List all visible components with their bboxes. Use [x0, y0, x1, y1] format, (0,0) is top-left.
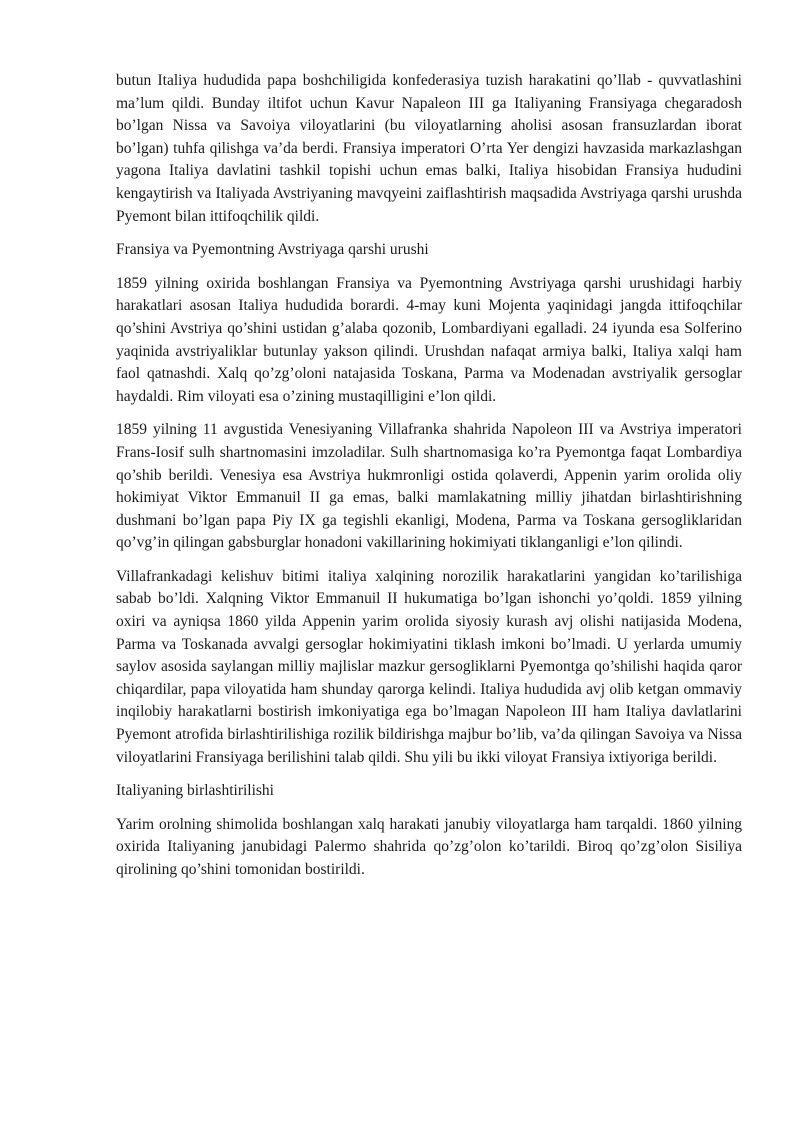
paragraph-villafranka-treaty: 1859 yilning 11 avgustida Venesiyaning Villafranka shahrida Napoleon III va Avstriya imperatori Frans-Iosif sulh shartnomasini imzoladilar. Sulh shartnomasiga ko’ra Pyemontga faqat Lombardiya qo’shib berildi. Venesiya esa Avstriya hukmronligi ostida qolaverdi, Appenin yarim orolida oliy hokimiyat Viktor Emmanuil II ga emas, balki mamlakatning milliy jihatdan birlashtirishning dushmani bo’lgan papa Piy IX ga tegishli ekanligi, Modena, Parma va Toskana gersogliklaridan qo’vg’in qilingan gabsburglar honadoni vakillarining hokimiyati tiklanganligi e’lon qilindi. — [116, 421, 742, 552]
paragraph-war-1859: 1859 yilning oxirida boshlangan Fransiya va Pyemontning Avstriyaga qarshi urushidagi harbiy harakatlari asosan Italiya hududida borardi. 4-may kuni Mojenta yaqinidagi jangda ittifoqchilar qo’shini Avstriya qo’shini ustidan g’alaba qozonib, Lombardiyani egalladi. 24 iyunda esa Solferino yaqinida avstriyaliklar butunlay yakson qilindi. Urushdan nafaqat armiya balki, Italiya xalqi ham faol qatnashdi. Xalq qo’zg’oloni natajasida Toskana, Parma va Modenadan avstriyalik gersoglar haydaldi. Rim viloyati esa o’zining mustaqilligini e’lon qildi. — [116, 274, 742, 405]
document-page — [116, 70, 742, 893]
paragraph-confederation: butun Italiya hududida papa boshchiligida konfederasiya tuzish harakatini qo’llab - quvvatlashini ma’lum qildi. Bunday iltifot uchun Kavur Napaleon III ga Italiyaning Fransiyaga chegaradosh bo’lgan Nissa va Savoiya viloyatlarini (bu viloyatlarning aholisi asosan fransuzlardan iborat bo’lgan) tuhfa qilishga va’da berdi. Fransiya imperatori O’rta Yer dengizi havzasida markazlashgan yagona Italiya davlatini tashkil topishi uchun emas balki, Italiya hisobidan Fransiya hududini kengaytirish va Italiyada Avstriyaning mavqyeini zaiflashtirish maqsadida Avstriyaga qarshi urushda Pyemont bilan ittifoqchilik qildi. — [116, 72, 742, 225]
section-heading-unification: Italiyaning birlashtirilishi — [116, 782, 274, 800]
paragraph-villafranka-agreement: Villafrankadagi kelishuv bitimi italiya xalqining norozilik harakatlarini yangidan ko’tarilishiga sabab bo’ldi. Xalqning Viktor Emmanuil II hukumatiga bo’lgan ishonchi yo’qoldi. 1859 yilning oxiri va ayniqsa 1860 yilda Appenin yarim orolida siyosiy kurash avj olishi natijasida Modena, Parma va Toskanada avvalgi gersoglar hokimiyatini tiklash imkoni bo’lmadi. U yerlarda umumiy saylov asosida saylangan milliy majlislar mazkur gersogliklarni Pyemontga qo’shilishi haqida qaror chiqardilar, papa viloyatida ham shunday qarorga kelindi. Italiya hududida avj olib ketgan ommaviy inqilobiy harakatlarni bostirish imkoniyatiga ega bo’lmagan Napoleon III ham Italiya davlatlarini Pyemont atrofida birlashtirilishiga rozilik bildirishga majbur bo’lib, va’da qilingan Savoiya va Nissa viloyatlarini Fransiyaga berilishini talab qildi. Shu yili bu ikki viloyat Fransiya ixtiyoriga berildi. — [116, 567, 742, 766]
section-heading-war: Fransiya va Pyemontning Avstriyaga qarshi urushi — [116, 241, 429, 259]
paragraph-southern-uprising: Yarim orolning shimolida boshlangan xalq harakati janubiy viloyatlarga ham tarqaldi. 1860 yilning oxirida Italiyaning janubidagi Palermo shahrida qo’zg’olon ko’tarildi. Biroq qo’zg’olon Sisiliya qirolining qo’shini tomonidan bostirildi. — [116, 815, 742, 878]
